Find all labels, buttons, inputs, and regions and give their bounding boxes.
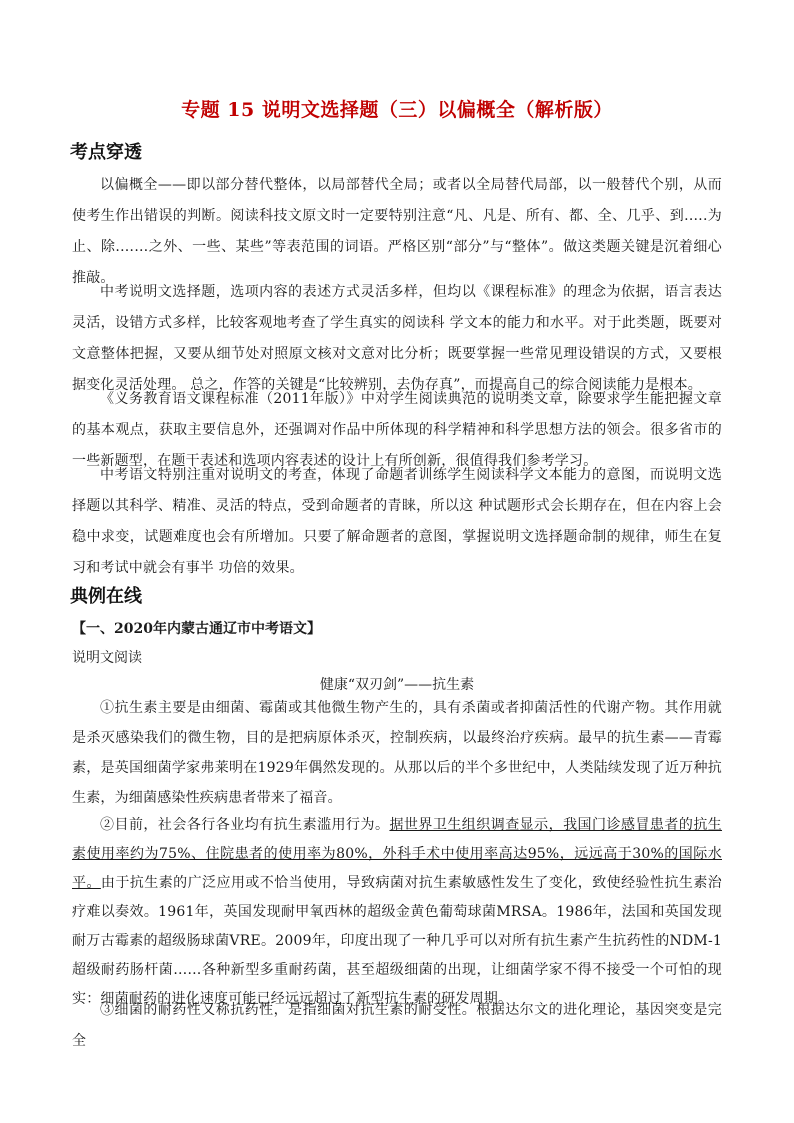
- article-paragraph-2: [72, 811, 722, 1014]
- article-title: 健康“双刃剑”——抗生素: [319, 677, 475, 693]
- document-title: 专题 15 说明文选择题（三）以偏概全（解析版）: [181, 99, 613, 121]
- article-paragraph-2-underlined: 据世界卫生组织调查显示，我国门诊感冒患者的抗生素使用率约为75%、住院患者的使用率为80%，外科手术中使用率高达95%，远远高于30%的国际水平。: [72, 817, 723, 891]
- intro-paragraph-3: 《义务教育语文课程标准（2011年版）》中对学生阅读典范的说明类文章，除要求学生能把握文章的基本观点，获取主要信息外，还强调对作品中所体现的科学精神和科学思想方法的领会。很多省市的一些新题型，在题干表述和选项内容表述的设计上有所创新，很值得我们参考学习。: [72, 391, 722, 469]
- article-paragraph-3: ③细菌的耐药性又称抗药性，是指细菌对抗生素的耐受性。根据达尔文的进化理论，基因突变是完全: [72, 1002, 722, 1049]
- article-paragraph-1: ①抗生素主要是由细菌、霉菌或其他微生物产生的，具有杀菌或者抑菌活性的代谢产物。其作用就是杀灭感染我们的微生物，目的是把病原体杀灭，控制疾病，以最终治疗疾病。最早的抗生素——青霉素，是英国细菌学家弗莱明在1929年偶然发现的。从那以后的半个多世纪中，人类陆续发现了近万种抗生素，为细菌感染性疾病患者带来了福音。: [72, 700, 722, 806]
- section-heading-kaodian: 考点穿透: [70, 142, 142, 163]
- intro-paragraph-4: 中考语文特别注重对说明文的考查，体现了命题者训练学生阅读科学文本能力的意图，而说明文选择题以其科学、精准、灵活的特点，受到命题者的青睐，所以这 种试题形式会长期存在，但在内容上会稳中求变，试题难度也会有所增加。只要了解命题者的意图，掌握说明文选择题命制的规律，师生在复习和考试中就会有事半 功倍的效果。: [72, 467, 722, 576]
- article-paragraph-2-lead: ②目前，社会各行各业均有抗生素滥用行为。: [100, 817, 390, 833]
- article-paragraph-2-rest: 由于抗生素的广泛应用或不恰当使用，导致病菌对抗生素敏感性发生了变化，致使经验性抗生素治疗难以奏效。1961年，英国发现耐甲氧西林的超级金黄色葡萄球菌MRSA。1986年，法国和英国发现耐万古霉素的超级肠球菌VRE。2009年，印度出现了一种几乎可以对所有抗生素产生抗药性的NDM-1超级耐药肠杆菌……各种新型多重耐药菌，甚至超级细菌的出现，让细菌学家不得不接受一个可怕的现实：细菌耐药的进化速度可能已经远远超过了新型抗生素的研发周期。: [72, 875, 722, 1007]
- question-source-heading: 【一、2020年内蒙古通辽市中考语文】: [72, 621, 321, 637]
- intro-paragraph-2: 中考说明文选择题，选项内容的表述方式灵活多样，但均以《课程标准》的理念为依据，语言表达灵活，设错方式多样，比较客观地考查了学生真实的阅读科 学文本的能力和水平。对于此类题，既要对文意整体把握，又要从细节处对照原文核对文意对比分析；既要掌握一些常见理设错误的方式，又要根据变化灵活处理。 总之，作答的关键是“比较辨别，去伪存真”，而提高自己的综合阅读能力是根本。: [72, 284, 722, 393]
- reading-label: 说明文阅读: [72, 650, 142, 666]
- intro-paragraph-1: 以偏概全——即以部分替代整体，以局部替代全局；或者以全局替代局部，以一般替代个别，从而使考生作出错误的判断。阅读科技文原文时一定要特别注意“凡、凡是、所有、都、全、几乎、到.….为止、除.……之外、一些、某些”等表范围的词语。严格区别“部分”与“整体”。做这类题关键是沉着细心推敲。: [72, 177, 722, 286]
- section-heading-dianli: 典例在线: [70, 586, 142, 607]
